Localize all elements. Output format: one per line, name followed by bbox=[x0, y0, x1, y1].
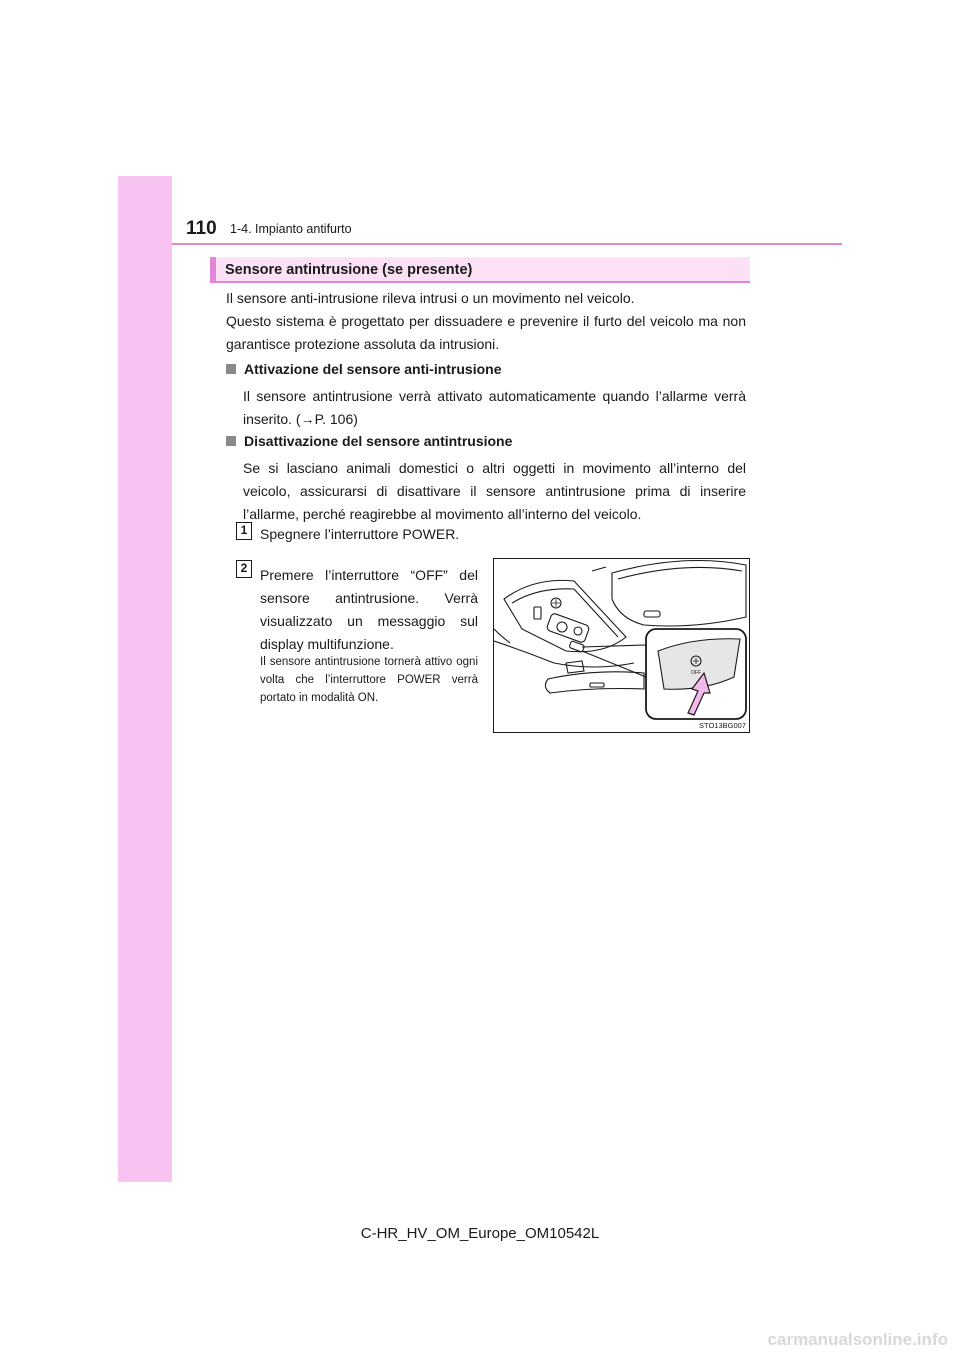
illustration-overhead-console bbox=[493, 558, 750, 733]
step-note: Il sensore antintrusione tornerà attivo ogni volta che l’interruttore POWER verrà portato in modalità ON. bbox=[260, 656, 478, 704]
svg-text:OFF: OFF bbox=[691, 670, 701, 676]
page-number: 110 bbox=[186, 218, 217, 239]
illustration-drawing bbox=[494, 559, 750, 733]
subsection-heading-text: Attivazione del sensore anti-intrusione bbox=[244, 361, 502, 377]
subsection-text-deactivation: Se si lasciano animali domestici o altri oggetti in movimento all’interno del veicolo, assicurarsi di disattivare il sensore antintrusione prima di inserire l’allarme, perché reagirebbe al movimento all’interno del veicolo. bbox=[243, 460, 746, 522]
subsection-heading-deactivation bbox=[226, 433, 512, 449]
subsection-heading-text: Disattivazione del sensore antintrusione bbox=[244, 433, 513, 449]
section-title: Sensore antintrusione (se presente) bbox=[225, 262, 473, 278]
section-header bbox=[210, 257, 750, 283]
step-number-1: 1 bbox=[236, 522, 252, 540]
subsection-text-activation: Il sensore antintrusione verrà attivato automaticamente quando l’allarme verrà inserito. (→P. 106) bbox=[243, 388, 746, 427]
header-rule bbox=[172, 243, 842, 245]
chapter-title: 1-4. Impianto antifurto bbox=[230, 222, 352, 236]
subsection-heading-activation bbox=[226, 361, 502, 377]
step-text-2: Premere l’interruttore “OFF” del sensore antintrusione. Verrà visualizzato un messaggio sul display multifunzione. bbox=[260, 567, 478, 652]
intro-paragraph-2: Questo sistema è progettato per dissuadere e prevenire il furto del veicolo ma non garantisce protezione assoluta da intrusioni. bbox=[226, 313, 746, 352]
footer-doc-id: C-HR_HV_OM_Europe_OM10542L bbox=[360, 1225, 600, 1242]
section-accent bbox=[210, 257, 216, 281]
bullet-square-icon bbox=[226, 364, 236, 374]
side-tab bbox=[118, 176, 172, 1182]
bullet-square-icon bbox=[226, 436, 236, 446]
step-text-1: Spegnere l’interruttore POWER. bbox=[260, 526, 460, 542]
watermark: carmanualsonline.info bbox=[767, 1330, 948, 1349]
illustration-code: STO13BG007 bbox=[699, 721, 746, 730]
intro-paragraph-1: Il sensore anti-intrusione rileva intrusi o un movimento nel veicolo. bbox=[226, 290, 635, 306]
step-number-2: 2 bbox=[236, 560, 252, 578]
